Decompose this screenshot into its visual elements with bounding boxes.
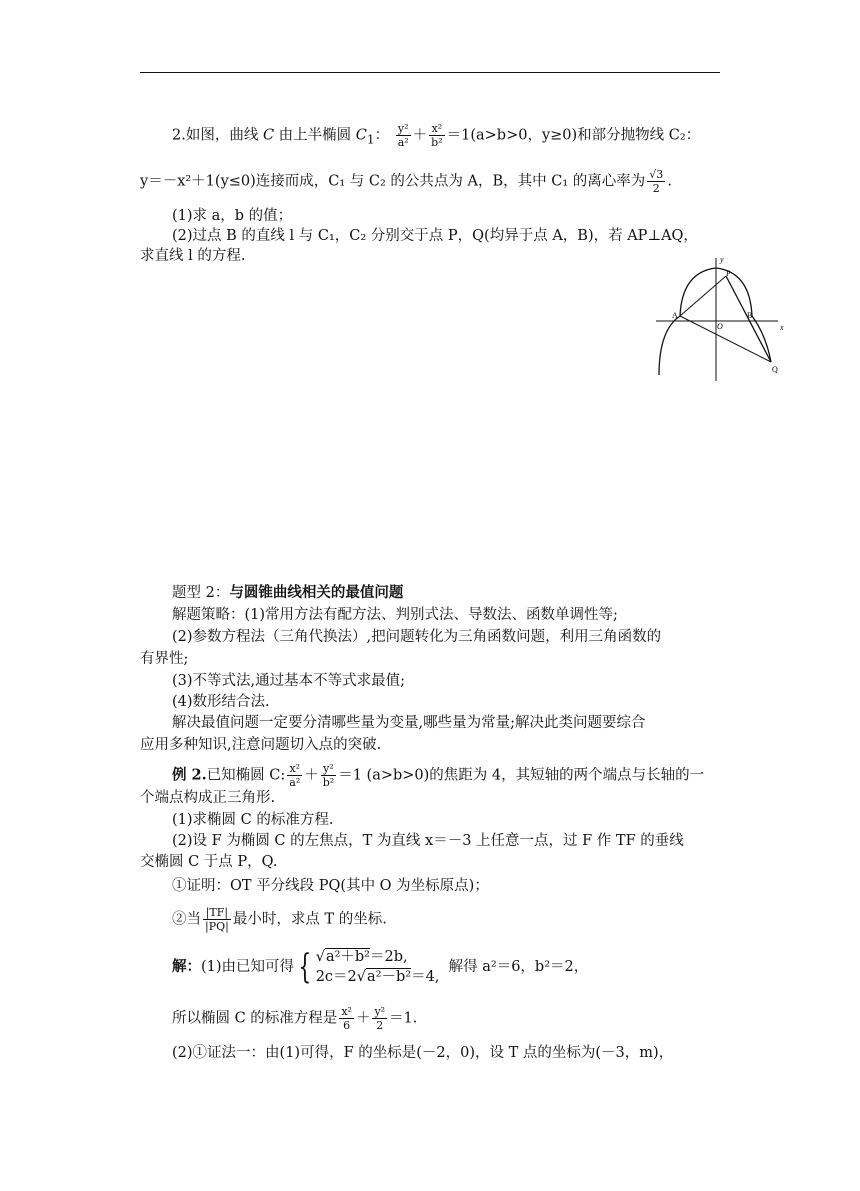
section2-strategy-1: 解题策略：(1)常用方法有配方法、判别式法、导数法、函数单调性等; (172, 607, 618, 623)
solution-proof-start: (2)①证法一：由(1)可得，F 的坐标是(－2，0)，设 T 点的坐标为(－3，m)， (172, 1045, 674, 1061)
header-rule (140, 72, 720, 73)
example2-line1: 例 2.已知椭圆 C: $\frac{\text{x²}}{\text{a²}}$ ＋ $\frac{\text{y²}}{\text{b²}}$ ＝1 (a>b>0)的焦距为 4，其短轴的两个端点与长轴的一 (172, 762, 705, 789)
section2-note-cont: 应用多种知识,注意问题切入点的突破. (140, 737, 382, 753)
section2-strategy-3: (3)不等式法,通过基本不等式求最值; (172, 673, 406, 689)
problem2-q2-cont: 求直线 l 的方程. (140, 248, 246, 264)
example2-q2-part2: ②当 $\frac{|TF|}{|PQ|}$ 最小时，求点 T 的坐标. (172, 906, 387, 933)
label-x: x (780, 323, 784, 332)
example2-q2-part1: ①证明：OT 平分线段 PQ(其中 O 为坐标原点)； (172, 878, 489, 894)
fraction-y2-b2: $\frac{\text{y²}}{\text{b²}}$ (322, 762, 335, 789)
problem2-line2: y＝－x²＋1(y≤0)连接而成，C₁ 与 C₂ 的公共点为 A，B，其中 C₁ 的离心率为 $\frac{√3}{2}$ . (140, 168, 672, 195)
problem2-line1: 2.如图，曲线 C 由上半椭圆 $C_1$： $\frac{\text{y²}}{\text{a²}}$ ＋ $\frac{\text{x²}}{\text{b²}}$ ＝1(a>b>0，y≥0)和部分抛物线 C₂： (172, 122, 701, 149)
example2-q2: (2)设 F 为椭圆 C 的左焦点，T 为直线 x＝－3 上任意一点，过 F 作 TF 的垂线 (172, 833, 684, 849)
section2-note: 解决最值问题一定要分清哪些量为变量,哪些量为常量;解决此类问题要综合 (172, 715, 646, 731)
curve-figure (650, 250, 795, 385)
segment-AP (680, 276, 726, 316)
fraction-x2-b2: $\frac{\text{x²}}{\text{b²}}$ (431, 122, 443, 149)
system-brace: { (298, 947, 312, 987)
fraction-x2-6: $\frac{\text{x²}}{6}$ (341, 1005, 352, 1032)
fraction-x2-a2: $\frac{\text{x²}}{\text{a²}}$ (289, 762, 301, 789)
example2-q2-cont: 交椭圆 C 于点 P，Q. (140, 854, 278, 870)
fraction-eccentricity: $\frac{√3}{2}$ (649, 168, 664, 195)
example2-line2: 个端点构成正三角形. (140, 790, 276, 806)
label-p: P (726, 269, 731, 278)
equation-system: √a²＋b²＝2b, 2c＝2√a²－b²＝4, (315, 949, 440, 985)
section2-title: 题型 2：与圆锥曲线相关的最值问题 (172, 584, 404, 601)
label-b: B (747, 311, 753, 320)
label-a: A (672, 311, 678, 320)
solution-line1: 解：(1)由已知可得 { √a²＋b²＝2b, 2c＝2√a²－b²＝4, 解得 a²＝6，b²＝2， (172, 947, 589, 987)
section2-strategy-2-cont: 有界性; (140, 651, 189, 667)
fraction-tf-pq: $\frac{|TF|}{|PQ|}$ (205, 906, 229, 933)
solution-std-equation: 所以椭圆 C 的标准方程是 $\frac{\text{x²}}{6}$ ＋ $\frac{\text{y²}}{2}$ ＝1. (172, 1005, 418, 1032)
label-y: y (720, 255, 724, 264)
label-q: Q (772, 365, 778, 374)
label-o: O (717, 322, 723, 331)
section2-strategy-4: (4)数形结合法. (172, 694, 270, 710)
problem2-q2: (2)过点 B 的直线 l 与 C₁，C₂ 分别交于点 P，Q(均异于点 A，B)，若 AP⊥AQ， (172, 228, 698, 244)
problem2-q1: (1)求 a，b 的值； (172, 208, 293, 224)
fraction-y2-a2: $\frac{\text{y²}}{\text{a²}}$ (397, 122, 409, 149)
section2-strategy-2: (2)参数方程法（三角代换法）,把问题转化为三角函数问题，利用三角函数的 (172, 629, 662, 645)
parabola-arc-right (752, 316, 771, 362)
parabola-arc (659, 316, 680, 375)
fraction-y2-2: $\frac{\text{y²}}{2}$ (374, 1005, 386, 1032)
example2-q1: (1)求椭圆 C 的标准方程. (172, 812, 334, 828)
